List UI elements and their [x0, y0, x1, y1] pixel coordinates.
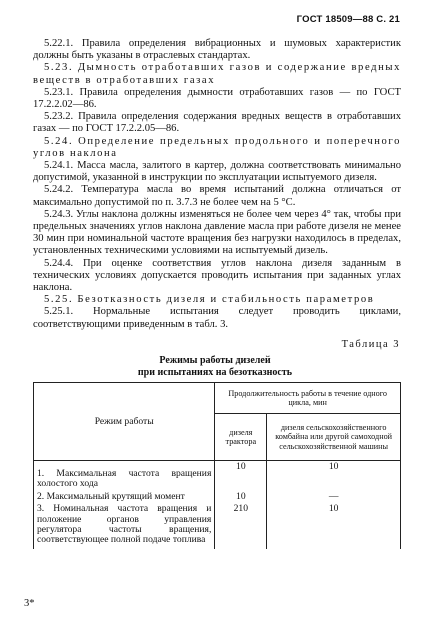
table-title-line-1: Режимы работы дизелей [159, 355, 271, 366]
paragraph-5-22-1: 5.22.1. Правила определения вибрационных и шумовых характеристик должны быть указаны в отраслевых стандартах. [33, 38, 401, 62]
paragraph-5-23-2: 5.23.2. Правила определения содержания вредных веществ в отработавших газах — по ГОСТ 17.2.2.05—86. [33, 111, 401, 135]
column-header-tractor: дизеля трактора [215, 414, 267, 461]
table-row [34, 491, 401, 503]
table-caption: Таблица 3 [341, 339, 400, 350]
row-mode-cell: 3. Номинальная частота вращения и положение органов управления регулятора частоты вращения, соответствующее полной подаче топлива [34, 503, 215, 549]
row-mode-cell: 1. Максимальная частота вращения холостого хода [34, 461, 215, 491]
table-title-line-2: при испытаниях на безотказность [137, 367, 293, 378]
paragraph-5-25-1: 5.25.1. Нормальные испытания следует проводить циклами, соответствующими приведенным в табл. 3. [33, 306, 401, 330]
column-header-mode: Режим работы [34, 383, 215, 461]
row-tractor-cell: 210 [215, 503, 267, 549]
row-mode-cell: 2. Максимальный крутящий момент [34, 491, 215, 503]
paragraph-5-24-3: 5.24.3. Углы наклона должны изменяться не более чем через 4° так, чтобы при предельных значениях углов наклона давление масла при работе дизеля не менее 30 мин при номинальной частоте вращения без нагрузки находилось в пределах, установленных техническими условиями на испытуемый дизель. [33, 208, 401, 257]
row-combine-cell: — [267, 491, 401, 503]
paragraph-5-24-1: 5.24.1. Масса масла, залитого в картер, должна соответствовать минимально допустимой, указанной в инструкции по эксплуатации испытуемого дизеля. [33, 160, 401, 184]
paragraph-5-23-1: 5.23.1. Правила определения дымности отработавших газов — по ГОСТ 17.2.2.02—86. [33, 86, 401, 111]
row-combine-cell: 10 [267, 461, 401, 491]
column-header-combine: дизеля сельскохозяйственного комбайна или другой самоходной сельскохозяйственной машины [267, 414, 401, 461]
section-heading-5-25: 5.25. Безотказность дизеля и стабильность параметров [44, 294, 375, 306]
section-heading-5-24: 5.24. Определение предельных продольного и поперечного углов наклона [33, 135, 401, 159]
row-tractor-cell: 10 [215, 491, 267, 503]
table-row [34, 461, 401, 491]
paragraph-5-24-2: 5.24.2. Температура масла во время испытаний должна отличаться от максимально допустимой по п. 3.7.3 не более чем на 5 °С. [33, 184, 401, 208]
row-tractor-cell: 10 [215, 461, 267, 491]
column-header-duration: Продолжительность работы в течение одного цикла, мин [215, 383, 401, 414]
table-title [60, 355, 370, 379]
page-header: ГОСТ 18509—88 С. 21 [296, 14, 400, 25]
section-heading-5-23: 5.23. Дымность отработавших газов и содержание вредных веществ в отработавших газах [33, 62, 401, 86]
paragraph-5-24-4: 5.24.4. При оценке соответствия углов наклона дизеля заданным в технических условиях допускается проводить испытания при заданных углах наклона. [33, 257, 401, 294]
modes-table [33, 382, 401, 549]
document-body [33, 38, 401, 331]
table-row [34, 503, 401, 549]
row-combine-cell: 10 [267, 503, 401, 549]
page-mark: 3* [24, 598, 35, 609]
